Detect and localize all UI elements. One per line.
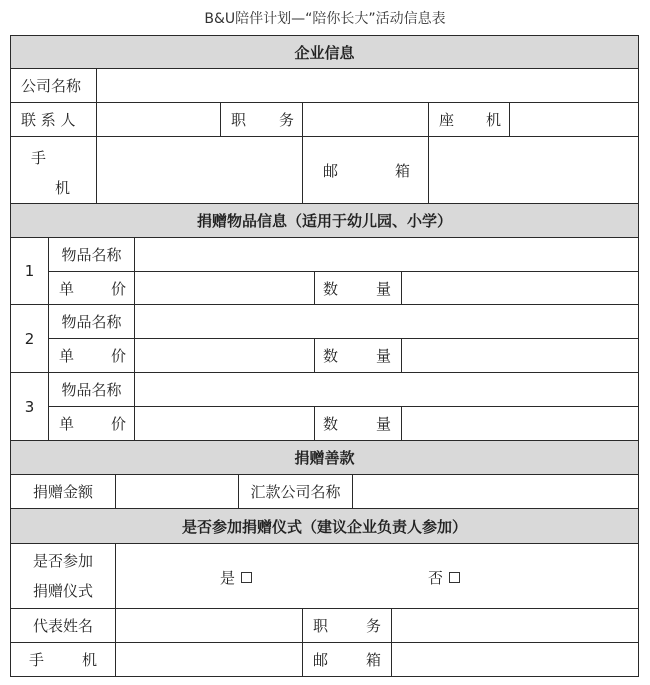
donation-amount-field[interactable]: [115, 474, 239, 509]
yes-option[interactable]: [220, 567, 252, 588]
remitter-company-field[interactable]: [352, 474, 639, 509]
quantity-label: [314, 406, 402, 441]
company-position-field[interactable]: [302, 102, 429, 137]
no-checkbox[interactable]: [449, 572, 460, 583]
landline-label: [428, 102, 510, 137]
unit-price-label: [48, 338, 135, 373]
item-1-name-field[interactable]: [134, 237, 639, 272]
company-email-field[interactable]: [428, 136, 639, 204]
representative-mobile-label: [10, 642, 116, 677]
representative-name-label: 代表姓名: [10, 608, 116, 643]
quantity-label: [314, 271, 402, 305]
mobile-label-char: 机: [55, 179, 71, 197]
mobile-label-char: 手: [29, 651, 45, 669]
attend-ceremony-label: [10, 543, 116, 609]
contact-person-field[interactable]: [96, 102, 221, 137]
position-label-char: 职: [231, 111, 247, 129]
company-name-label: 公司名称: [10, 68, 97, 103]
yes-checkbox[interactable]: [241, 572, 252, 583]
section-header-ceremony: 是否参加捐赠仪式（建议企业负责人参加）: [10, 508, 639, 544]
landline-field[interactable]: [509, 102, 639, 137]
quantity-label: [314, 338, 402, 373]
representative-position-label: [302, 608, 392, 643]
item-3-quantity-field[interactable]: [401, 406, 639, 441]
representative-mobile-field[interactable]: [115, 642, 303, 677]
quantity-char: 量: [375, 415, 391, 433]
no-option[interactable]: [428, 567, 460, 588]
position-label-char: 务: [365, 617, 381, 635]
item-2-quantity-field[interactable]: [401, 338, 639, 373]
email-label-char: 箱: [365, 651, 381, 669]
contact-person-label: 联 系 人: [10, 102, 97, 137]
quantity-char: 量: [375, 279, 391, 298]
form-title: B&U陪伴计划—“陪你长大”活动信息表: [204, 11, 446, 27]
email-label-char: 邮: [313, 651, 329, 669]
attend-options-cell: [115, 543, 639, 609]
unit-price-char: 单: [59, 415, 75, 433]
mobile-label-char: 手: [31, 149, 47, 167]
attend-label-line: 捐赠仪式: [32, 582, 93, 600]
donation-amount-label: 捐赠金额: [10, 474, 116, 509]
section-header-donation-money: 捐赠善款: [10, 440, 639, 475]
unit-price-char: 单: [59, 347, 75, 365]
item-3-price-field[interactable]: [134, 406, 315, 441]
company-mobile-label: [10, 136, 97, 204]
item-2-price-field[interactable]: [134, 338, 315, 373]
item-number-3: 3: [10, 372, 49, 441]
representative-position-field[interactable]: [391, 608, 639, 643]
mobile-label-char: 机: [81, 651, 97, 669]
attend-label-line: 是否参加: [32, 552, 93, 570]
position-label-char: 职: [313, 617, 329, 635]
company-position-label: [220, 102, 303, 137]
item-2-name-field[interactable]: [134, 304, 639, 339]
quantity-char: 量: [375, 347, 391, 365]
unit-price-char: 价: [110, 415, 126, 433]
landline-label-char: 机: [485, 111, 501, 129]
item-1-quantity-field[interactable]: [401, 271, 639, 305]
yes-label: 是: [220, 569, 236, 587]
item-number-2: 2: [10, 304, 49, 373]
item-1-price-field[interactable]: [134, 271, 315, 305]
section-header-company: 企业信息: [10, 35, 639, 69]
company-name-field[interactable]: [96, 68, 639, 103]
position-label-char: 务: [278, 111, 294, 129]
representative-name-field[interactable]: [115, 608, 303, 643]
remitter-company-label: 汇款公司名称: [238, 474, 353, 509]
item-name-label: 物品名称: [48, 304, 135, 339]
item-number-1: 1: [10, 237, 49, 305]
quantity-char: 数: [323, 347, 339, 365]
section-header-donation-items: 捐赠物品信息（适用于幼儿园、小学）: [10, 203, 639, 238]
unit-price-char: 价: [110, 347, 126, 365]
landline-label-char: 座: [439, 111, 455, 129]
no-label: 否: [428, 569, 444, 587]
quantity-char: 数: [323, 415, 339, 433]
email-label-char: 箱: [394, 161, 410, 180]
unit-price-label: [48, 406, 135, 441]
email-label-char: 邮: [323, 161, 339, 180]
unit-price-char: 单: [59, 279, 75, 298]
unit-price-char: 价: [110, 279, 126, 298]
item-name-label: 物品名称: [48, 237, 135, 272]
representative-email-label: [302, 642, 392, 677]
company-email-label: [302, 136, 429, 204]
unit-price-label: [48, 271, 135, 305]
item-name-label: 物品名称: [48, 372, 135, 407]
representative-email-field[interactable]: [391, 642, 639, 677]
company-mobile-field[interactable]: [96, 136, 303, 204]
item-3-name-field[interactable]: [134, 372, 639, 407]
quantity-char: 数: [323, 279, 339, 298]
